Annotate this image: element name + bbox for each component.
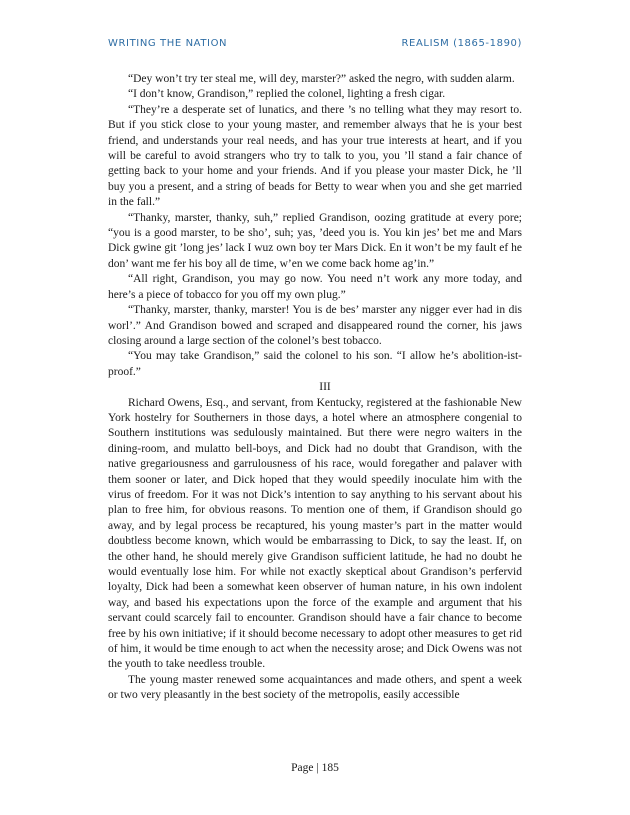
section-heading: III (319, 381, 331, 394)
body-text (108, 72, 522, 704)
page-number: Page | 185 (291, 762, 339, 774)
header-section-title: REALISM (1865-1890) (401, 38, 522, 49)
paragraph: “All right, Grandison, you may go now. You need n’t work any more today, and here’s a piece of tobacco for you off my own plug.” (108, 273, 522, 301)
paragraph: The young master renewed some acquaintances and made others, and spent a week or two very pleasantly in the best society of the metropolis, easily accessible (108, 673, 522, 702)
paragraph: “You may take Grandison,” said the colonel to his son. “I allow he’s abolition-ist-proof.” (108, 350, 522, 378)
paragraph: “Thanky, marster, thanky, suh,” replied Grandison, oozing gratitude at every pore; “you is a good marster, to be sho’, suh; yas, ’deed you is. You kin jes’ bet me and Mars Dick gwine git ’long jes’ lack I wuz own boy ter Mars Dick. En it won’t be my fault ef he don’ want me fer his boy all de time, w’en we come back home ag’in.” (108, 211, 522, 270)
paragraph: “Dey won’t try ter steal me, will dey, marster?” asked the negro, with sudden alarm. (128, 73, 515, 85)
paragraph: “They’re a desperate set of lunatics, and there ’s no telling what they may resort to. But if you stick close to your young master, and remember always that he is your best friend, and understands your real needs, and has your true interests at heart, and if you will be careful to avoid strangers who try to talk to you, you ’ll stand a fair chance of getting back to your home and your friends. And if you please your master Dick, he ’ll buy you a present, and a string of beads for Betty to wear when you and she get married in the fall.” (108, 103, 522, 209)
paragraph: “Thanky, marster, thanky, marster! You is de bes’ marster any nigger ever had in dis worl’.” And Grandison bowed and scraped and disappeared round the corner, his jaws closing around a large section of the colonel’s best tobacco. (108, 304, 522, 347)
paragraph: Richard Owens, Esq., and servant, from Kentucky, registered at the fashionable New York hostelry for Southerners in those days, a hotel where an atmosphere congenial to Southern institutions was sedulously maintained. But there were negro waiters in the dining-room, and mulatto bell-boys, and Dick had no doubt that Grandison, with the native gregariousness and garrulousness of his race, would foregather and palaver with them sooner or later, and Dick hoped that they would speedily inoculate him with the virus of freedom. For it was not Dick’s intention to say anything to his servant about his plan to free him, for obvious reasons. To mention one of them, if Grandison should go away, and by legal process be recaptured, his young master’s part in the matter would doubtless become known, which would be embarrassing to Dick, to say the least. If, on the other hand, he should merely give Grandison sufficient latitude, he had no doubt he would eventually lose him. For while not exactly skeptical about Grandison’s perfervid loyalty, Dick had been a somewhat keen observer of human nature, in his own indolent way, and based his expectations upon the force of the example and argument that his servant could scarcely fail to encounter. Grandison should have a fair chance to become free by his own initiative; if it should become necessary to adopt other measures to get rid of him, it would be time enough to act when the necessity arose; and Dick Owens was not the youth to take needless trouble. (108, 396, 522, 671)
header-book-title: WRITING THE NATION (108, 38, 228, 49)
paragraph: “I don’t know, Grandison,” replied the colonel, lighting a fresh cigar. (128, 88, 446, 101)
